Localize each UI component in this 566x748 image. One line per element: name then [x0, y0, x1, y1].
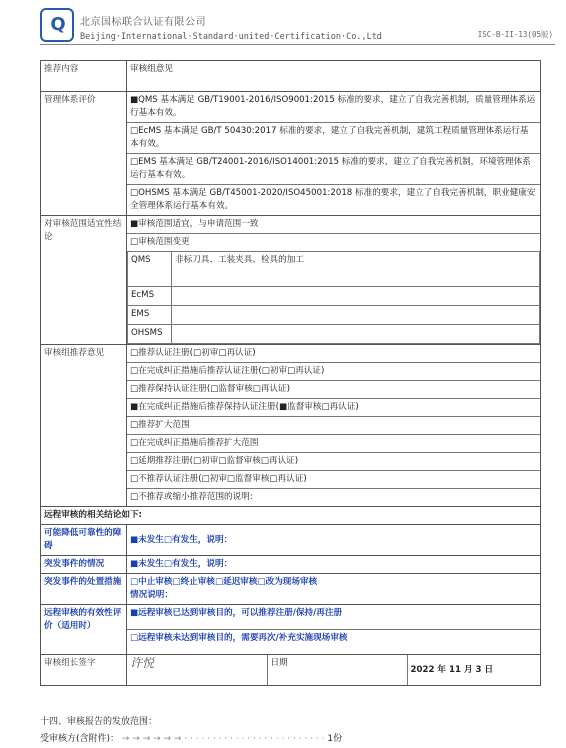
logo-mark-icon: Q [50, 14, 66, 35]
leader-signature [127, 655, 267, 685]
mgmt-item-ecms[interactable]: □EcMS 基本满足 GB/T 50430:2017 标准的要求，建立了自我完善机制，建筑工程质量管理体系运行基本有效。 [127, 122, 540, 153]
handle-cell [127, 574, 541, 605]
recipient-count: 1份 [327, 734, 343, 744]
validity-cell [127, 605, 541, 655]
recipient-label: 受审核方(含附件)： [40, 734, 120, 744]
leader-label: 审核组长签字 [41, 655, 127, 686]
row-remote-title [41, 507, 541, 525]
company-name-en: Beijing·International·Standard·united·Certification·Co.,Ltd [80, 32, 382, 42]
row-signature [41, 655, 541, 686]
signature-table [127, 655, 540, 685]
scope-key-qms: QMS [128, 252, 172, 287]
handle-value-2: 情况说明： [130, 590, 173, 600]
dot-leader: → → → → → → · · · · · · · · · · · · · · · · · · · · · · · · · [121, 734, 325, 744]
handle-value-1[interactable]: □中止审核□终止审核□延迟审核□改为现场审核 [130, 577, 318, 587]
company-name-cn: 北京国标联合认证有限公司 [80, 17, 206, 28]
document-number: ISC-B-II-13(05版) [477, 30, 553, 39]
reduce-value[interactable]: ■未发生□有发生，说明： [127, 525, 541, 556]
mgmt-label: 管理体系评价 [41, 92, 127, 216]
signature-cell [127, 655, 541, 686]
scope-items [127, 216, 541, 345]
row-reduce [41, 525, 541, 556]
team-label: 审核组推荐意见 [41, 345, 127, 507]
scope-item-suitable[interactable]: ■审核范围适宜，与申请范围一致 [130, 219, 259, 229]
scope-key-ems: EMS [128, 306, 172, 325]
emergency-value[interactable]: ■未发生□有发生，说明： [127, 556, 541, 574]
recommend-label: 推荐内容 [41, 61, 127, 92]
team-item-2[interactable]: □在完成纠正措施后推荐认证注册(□初审□再认证) [127, 362, 540, 380]
scope-val-qms[interactable]: 非标刀具、工装夹具、检具的加工 [172, 252, 540, 287]
team-item-1[interactable]: □推荐认证注册(□初审□再认证) [130, 348, 256, 358]
scope-key-ecms: EcMS [128, 287, 172, 306]
date-value: 2022 年 11 月 3 日 [407, 655, 540, 685]
company-logo [40, 8, 74, 42]
date-label: 日期 [267, 655, 407, 685]
scope-val-ems[interactable] [172, 306, 540, 325]
scope-label: 对审核范围适宜性结论 [41, 216, 127, 345]
distribution-title: 十四、审核报告的发放范围： [40, 717, 158, 727]
signature-image: 许悦 [130, 656, 155, 670]
validity-value-1[interactable]: ■远程审核已达到审核目的，可以推荐注册/保持/再注册 [130, 608, 343, 618]
handle-label: 突发事件的处置措施 [41, 574, 127, 605]
row-validity [41, 605, 541, 655]
scope-detail-table [127, 251, 540, 344]
emergency-label: 突发事件的情况 [41, 556, 127, 574]
team-item-6[interactable]: □在完成纠正措施后推荐扩大范围 [127, 434, 540, 452]
mgmt-item-qms[interactable]: ■QMS 基本满足 GB/T19001-2016/ISO9001:2015 标准的要求，建立了自我完善机制，质量管理体系运行基本有效。 [130, 95, 536, 118]
validity-label: 远程审核的有效性评价（适用时） [41, 605, 127, 655]
mgmt-item-ohsms[interactable]: □OHSMS 基本满足 GB/T45001-2020/ISO45001:2018 标准的要求，建立了自我完善机制，职业健康安全管理体系运行基本有效。 [127, 184, 540, 215]
row-recommend [41, 61, 541, 92]
row-team [41, 345, 541, 507]
scope-item-change[interactable]: □审核范围变更 [127, 233, 540, 251]
audit-report-table [40, 60, 541, 686]
scope-val-ecms[interactable] [172, 287, 540, 306]
recommend-value: 审核组意见 [127, 61, 541, 92]
mgmt-item-ems[interactable]: □EMS 基本满足 GB/T24001-2016/ISO14001:2015 标准的要求，建立了自我完善机制，环境管理体系运行基本有效。 [127, 153, 540, 184]
row-scope [41, 216, 541, 345]
row-mgmt [41, 92, 541, 216]
row-emergency [41, 556, 541, 574]
team-item-3[interactable]: □推荐保持认证注册(□监督审核□再认证) [127, 380, 540, 398]
row-handle [41, 574, 541, 605]
team-item-4[interactable]: ■在完成纠正措施后推荐保持认证注册(■监督审核□再认证) [127, 398, 540, 416]
header-rule [40, 44, 555, 45]
team-item-8[interactable]: □不推荐认证注册(□初审□监督审核□再认证) [127, 470, 540, 488]
team-items [127, 345, 541, 507]
scope-val-ohsms[interactable] [172, 325, 540, 344]
team-item-5[interactable]: □推荐扩大范围 [127, 416, 540, 434]
distribution-line [40, 731, 560, 744]
team-item-9[interactable]: □不推荐或缩小推荐范围的说明: [127, 488, 540, 506]
page-header [40, 8, 555, 48]
scope-key-ohsms: OHSMS [128, 325, 172, 344]
reduce-label: 可能降低可靠性的障碍 [41, 525, 127, 556]
team-item-7[interactable]: □延期推荐注册(□初审□监督审核□再认证) [127, 452, 540, 470]
remote-title: 远程审核的相关结论如下: [41, 507, 541, 525]
mgmt-items [127, 92, 541, 216]
validity-value-2[interactable]: □远程审核未达到审核目的，需要再次/补充实施现场审核 [127, 629, 540, 654]
